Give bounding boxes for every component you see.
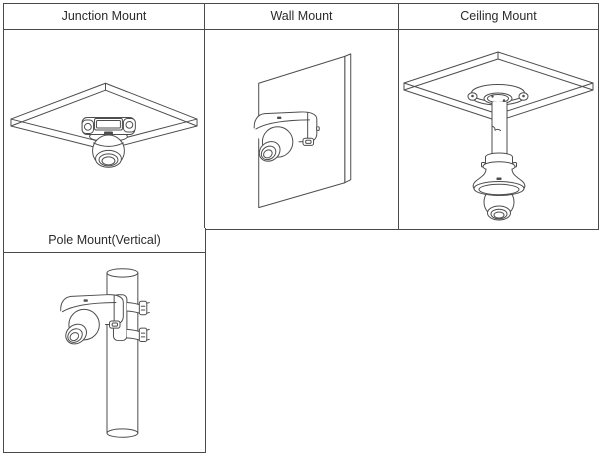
header-wall-mount [205,4,399,30]
header-ceiling-mount [399,4,598,30]
junction-mount-title: Junction Mount [61,9,147,24]
vertical-pole-drawing [107,269,138,438]
header-junction-mount [4,4,205,30]
turret-camera-drawing [473,169,525,220]
ceiling-mount-illustration [399,30,598,229]
wall-mount-illustration [205,30,398,229]
junction-mount-cell [4,30,205,229]
header-pole-mount-vertical [4,228,205,253]
pole-mount-vertical-title: Pole Mount(Vertical) [48,232,161,247]
wall-mount-title: Wall Mount [270,9,333,24]
mount-table-bottom [3,228,206,453]
ceiling-mount-title: Ceiling Mount [460,9,537,24]
mounting-plate-drawing [468,85,528,106]
ceiling-mount-cell [399,30,598,229]
junction-mount-illustration [4,30,204,229]
pole-mount-cell [4,253,205,452]
wall-mount-cell [205,30,399,229]
mount-table-top [3,3,599,230]
pole-mount-illustration [4,253,205,452]
